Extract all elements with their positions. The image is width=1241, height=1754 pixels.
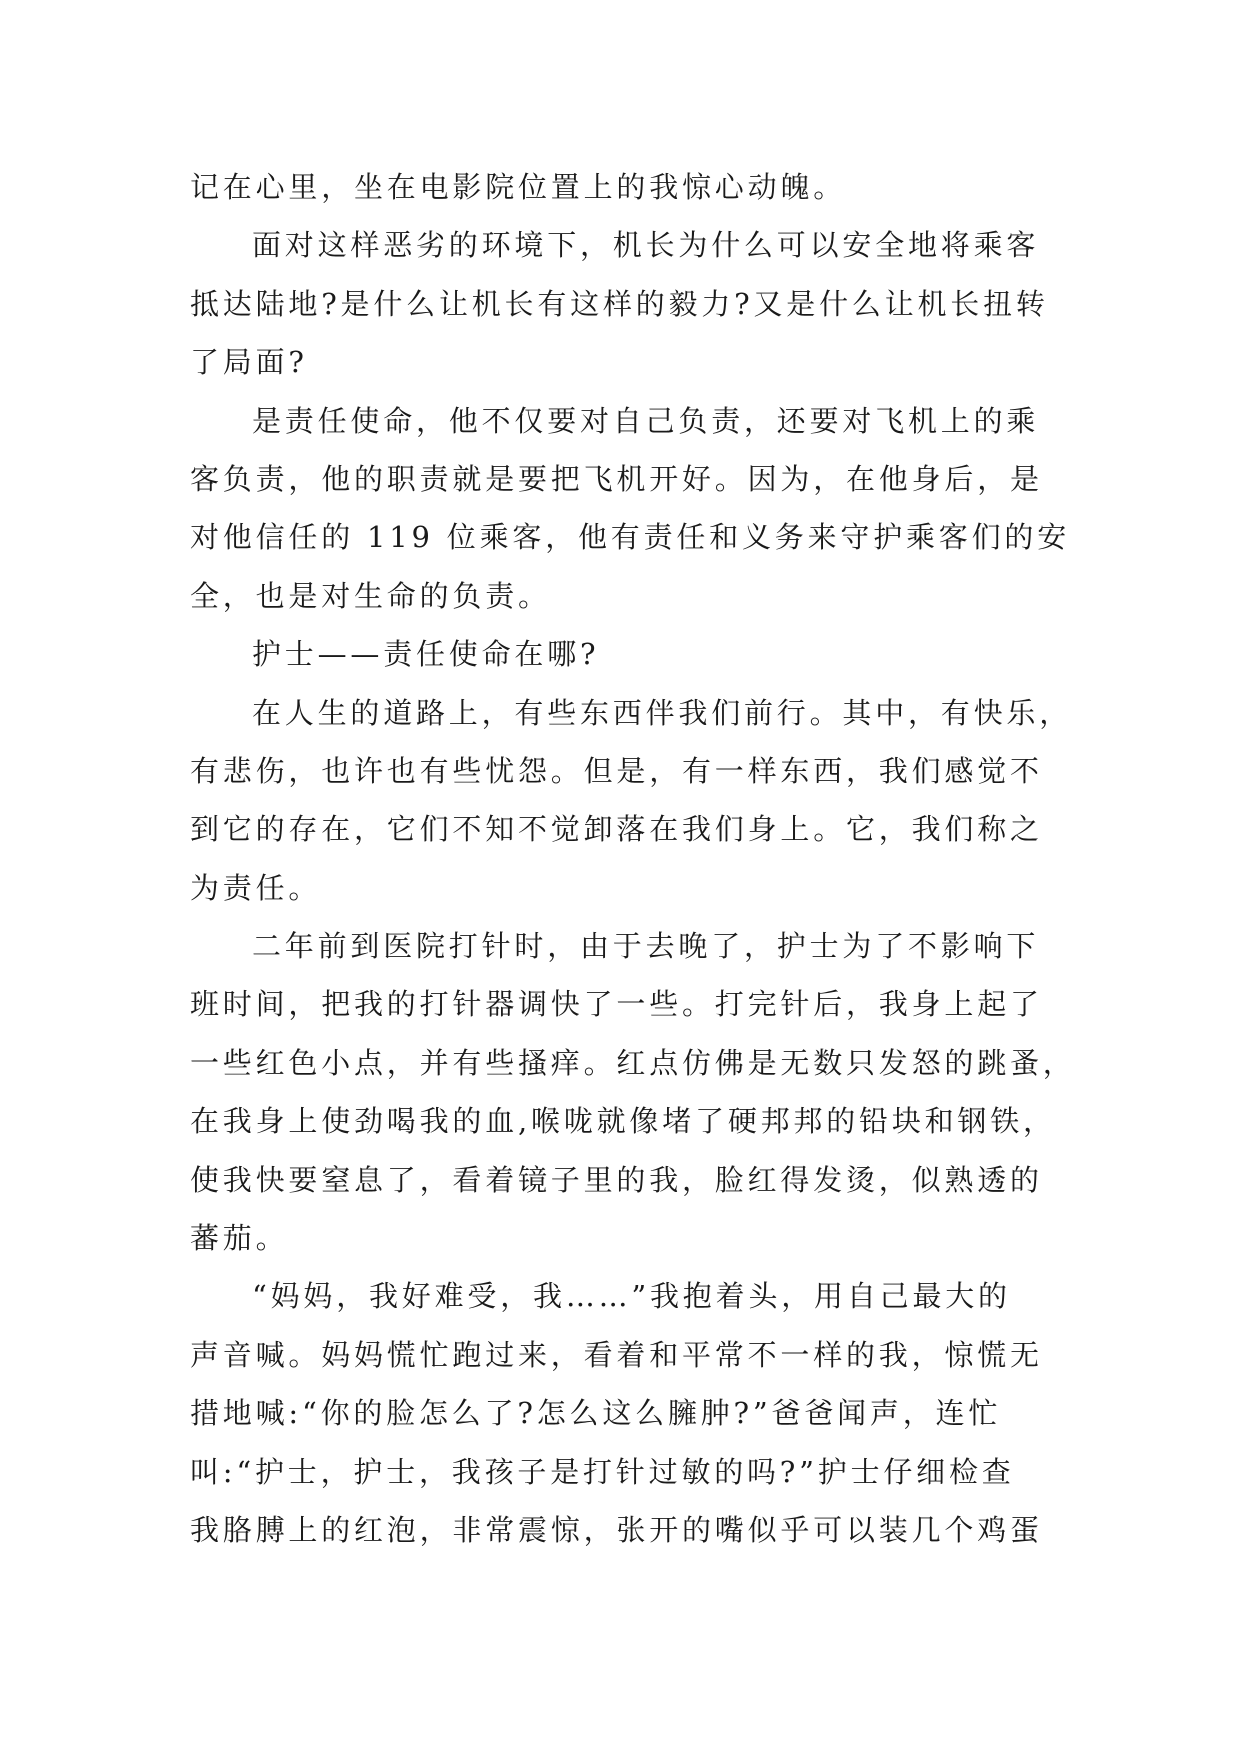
text-line: 全，也是对生命的负责。 bbox=[190, 578, 551, 613]
text-line: 对他信任的 119 位乘客，他有责任和义务来守护乘客们的安 bbox=[190, 520, 1070, 555]
text-line: 二年前到医院打针时，由于去晚了，护士为了不影响下 bbox=[252, 929, 1040, 964]
text-line: 有悲伤，也许也有些忧怨。但是，有一样东西，我们感觉不 bbox=[190, 753, 1043, 788]
text-line: 到它的存在，它们不知不觉卸落在我们身上。它，我们称之 bbox=[190, 812, 1043, 847]
text-line: 我胳膊上的红泡，非常震惊，张开的嘴似乎可以装几个鸡蛋 bbox=[190, 1512, 1043, 1547]
text-line: 使我快要窒息了，看着镜子里的我，脸红得发烫，似熟透的 bbox=[190, 1162, 1043, 1197]
document-body bbox=[190, 158, 1076, 1559]
text-line: 面对这样恶劣的环境下，机长为什么可以安全地将乘客 bbox=[252, 228, 1040, 263]
section-heading: 护士——责任使命在哪? bbox=[252, 637, 600, 672]
text-line: 了局面? bbox=[190, 345, 308, 380]
text-line: 是责任使命，他不仅要对自己负责，还要对飞机上的乘 bbox=[252, 403, 1040, 438]
text-line: 措地喊:“你的脸怎么了?怎么这么臃肿?”爸爸闻声，连忙 bbox=[190, 1396, 1002, 1431]
text-line: 蕃茄。 bbox=[190, 1221, 289, 1256]
text-line: 一些红色小点，并有些搔痒。红点仿佛是无数只发怒的跳蚤， bbox=[190, 1045, 1076, 1080]
text-line: 叫:“护士，护士，我孩子是打针过敏的吗?”护士仔细检查 bbox=[190, 1454, 1015, 1489]
text-line: 抵达陆地?是什么让机长有这样的毅力?又是什么让机长扭转 bbox=[190, 286, 1049, 321]
text-line: 班时间，把我的打针器调快了一些。打完针后，我身上起了 bbox=[190, 987, 1043, 1022]
text-line: 客负责，他的职责就是要把飞机开好。因为，在他身后，是 bbox=[190, 461, 1043, 496]
text-line: 在我身上使劲喝我的血,喉咙就像堵了硬邦邦的铅块和钢铁， bbox=[190, 1104, 1056, 1139]
text-line: “妈妈，我好难受，我……”我抱着头，用自己最大的 bbox=[252, 1279, 1011, 1314]
text-line: 为责任。 bbox=[190, 870, 322, 905]
text-line: 记在心里，坐在电影院位置上的我惊心动魄。 bbox=[190, 170, 847, 204]
text-line: 在人生的道路上，有些东西伴我们前行。其中，有快乐， bbox=[252, 695, 1073, 730]
text-line: 声音喊。妈妈慌忙跑过来，看着和平常不一样的我，惊慌无 bbox=[190, 1337, 1043, 1372]
